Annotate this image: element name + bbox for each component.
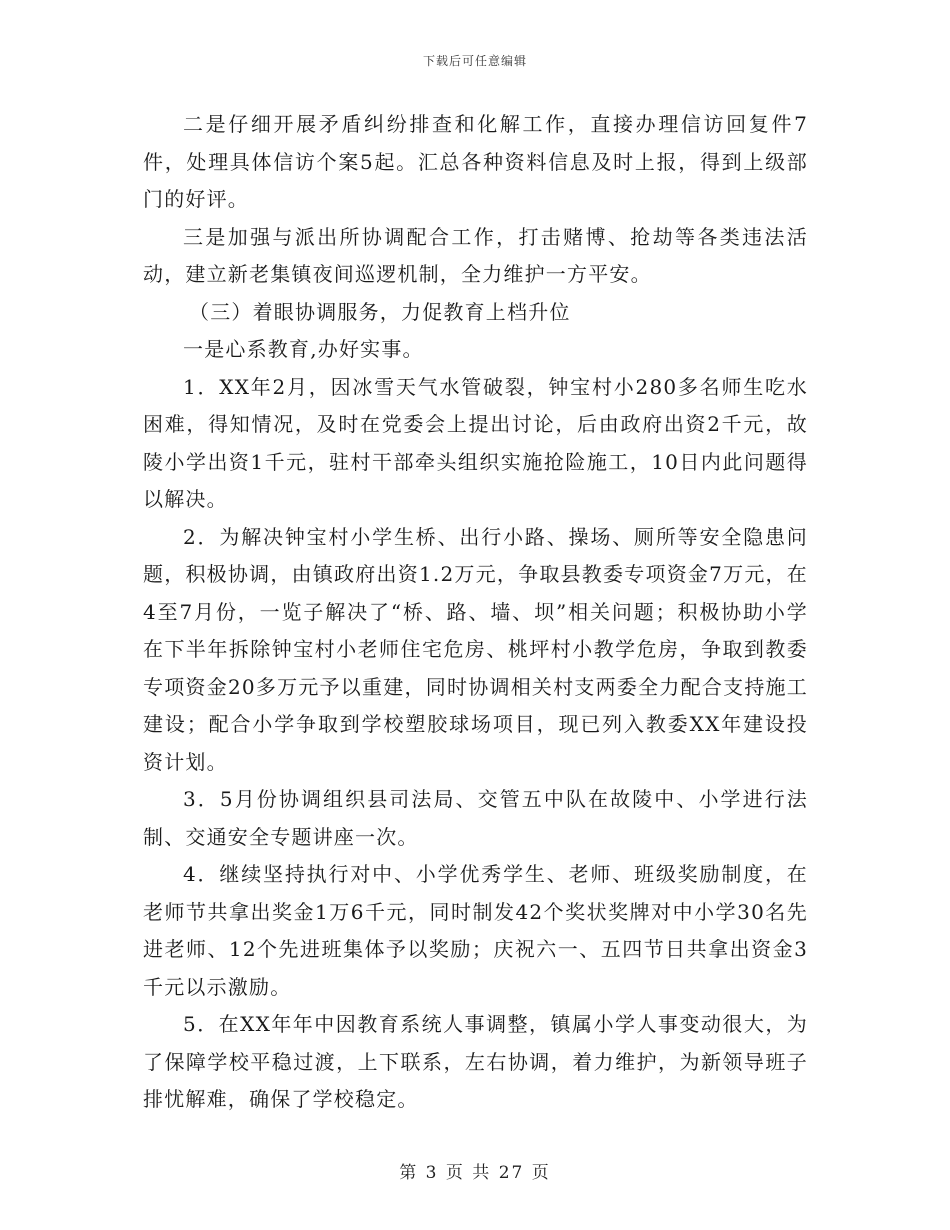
- page-header: 下载后可任意编辑: [422, 54, 527, 68]
- paragraph-item-2-mediation: 二是仔细开展矛盾纠纷排查和化解工作，直接办理信访回复件7件，处理具体信访个案5起。汇总各种资料信息及时上报，得到上级部门的好评。: [143, 112, 808, 211]
- paragraph-item-3-police: 三是加强与派出所协调配合工作，打击赌博、抢劫等各类违法活动，建立新老集镇夜间巡逻机制，全力维护一方平安。: [143, 224, 808, 286]
- footer-suffix: 页: [531, 1163, 551, 1183]
- list-item-2: 2．为解决钟宝村小学生桥、出行小路、操场、厕所等安全隐患问题，积极协调，由镇政府出资1.2万元，争取县教委专项资金7万元，在4至7月份，一览子解决了“桥、路、墙、坝”相关问题；积极协助小学在下半年拆除钟宝村小老师住宅危房、桃坪村小教学危房，争取到教委专项资金20多万元予以重建，同时协调相关村支两委全力配合支持施工建设；配合小学争取到学校塑胶球场项目，现已列入教委XX年建设投资计划。: [143, 524, 808, 774]
- list-item-3: 3．5月份协调组织县司法局、交管五中队在故陵中、小学进行法制、交通安全专题讲座一次。: [143, 787, 808, 849]
- list-item-4: 4．继续坚持执行对中、小学优秀学生、老师、班级奖励制度，在老师节共拿出奖金1万6千元，同时制发42个奖状奖牌对中小学30名先进老师、12个先进班集体予以奖励；庆祝六一、五四节日共拿出资金3千元以示激励。: [143, 862, 808, 999]
- paragraph-item-1-education: 一是心系教育,办好实事。: [183, 337, 424, 361]
- list-item-5: 5．在XX年年中因教育系统人事调整，镇属小学人事变动很大，为了保障学校平稳过渡，上下联系，左右协调，着力维护，为新领导班子排忧解难，确保了学校稳定。: [143, 1012, 808, 1111]
- footer-total-pages: 27: [498, 1163, 525, 1183]
- section-heading-education: （三）着眼协调服务，力促教育上档升位: [189, 299, 571, 324]
- page-footer: [0, 1158, 950, 1183]
- document-body: [143, 106, 808, 1119]
- list-item-1: 1．XX年2月，因冰雪天气水管破裂，钟宝村小280多名师生吃水困难，得知情况，及时在党委会上提出讨论，后由政府出资2千元，故陵小学出资1千元，驻村干部牵头组织实施抢险施工，10日内此问题得以解决。: [143, 374, 808, 511]
- footer-current-page: 3: [425, 1163, 439, 1183]
- footer-prefix: 第: [399, 1163, 419, 1183]
- footer-middle: 页 共: [445, 1163, 492, 1183]
